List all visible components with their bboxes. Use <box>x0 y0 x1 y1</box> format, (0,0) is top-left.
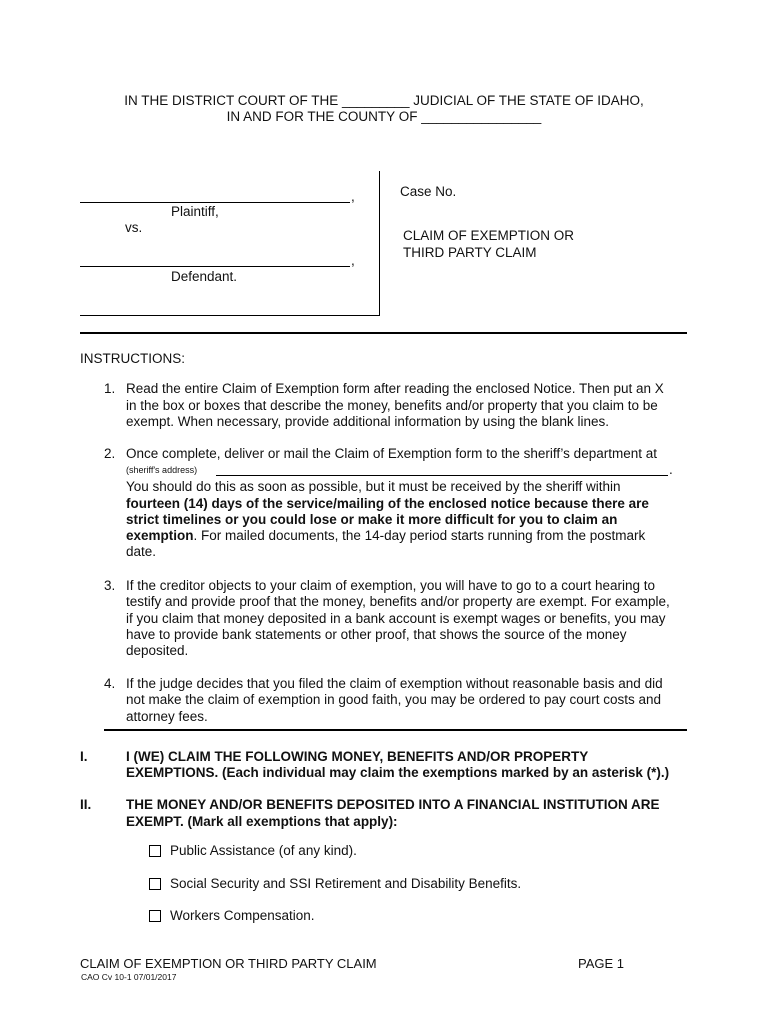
item-text-line <box>126 528 645 545</box>
item-text-line: have to provide bank statements or other proof, that shows the source of the money <box>126 627 627 642</box>
section-1-line1: I (WE) CLAIM THE FOLLOWING MONEY, BENEFITS AND/OR PROPERTY <box>126 749 589 764</box>
item-number: 3. <box>104 578 116 593</box>
checkbox[interactable] <box>149 878 161 890</box>
item-number: 1. <box>104 381 116 396</box>
item-text-line: attorney fees. <box>126 709 208 724</box>
footer-form-code: CAO Cv 10-1 07/01/2017 <box>81 972 177 982</box>
caption-divider-bottom <box>80 315 380 316</box>
plaintiff-name-line[interactable] <box>80 202 350 203</box>
item-text-line: testify and provide proof that the money, benefits and/or property are exempt. For example, <box>126 594 670 609</box>
item-text-line: not make the claim of exemption in good faith, you may be ordered to pay court costs and <box>126 692 662 707</box>
item-text-line-bold: fourteen (14) days of the service/mailing of the enclosed notice because there are <box>126 496 649 511</box>
section-1-line2: EXEMPTIONS. (Each individual may claim the exemptions marked by an asterisk (*).) <box>126 765 670 780</box>
item-text-line: if you claim that money deposited in a bank account is exempt wages or benefits, you may <box>126 611 666 626</box>
sheriff-address-field[interactable] <box>216 462 668 476</box>
section-2-line2: EXEMPT. (Mark all exemptions that apply): <box>126 814 398 829</box>
plaintiff-label: Plaintiff, <box>171 204 219 219</box>
item-number: 4. <box>104 676 116 691</box>
footer-page-number: PAGE 1 <box>578 956 625 971</box>
item-text-line: deposited. <box>126 643 189 658</box>
item-text-line: If the creditor objects to your claim of exemption, you will have to go to a court hearing to <box>126 578 656 593</box>
item-text-rest: . For mailed documents, the 14-day period starts running from the postmark <box>193 528 646 543</box>
item-text-line: Read the entire Claim of Exemption form after reading the enclosed Notice. Then put an X <box>126 381 664 396</box>
sheriff-address-row <box>126 462 686 478</box>
item-text-line: date. <box>126 544 157 559</box>
plaintiff-comma: , <box>351 189 355 204</box>
option-label: Workers Compensation. <box>170 908 315 923</box>
item-text-line: in the box or boxes that describe the money, benefits and/or property that you claim to be <box>126 398 658 413</box>
court-heading-line1: IN THE DISTRICT COURT OF THE _________ JUDICIAL OF THE STATE OF IDAHO, <box>124 93 644 108</box>
item-text-line: exempt. When necessary, provide additional information by using the blank lines. <box>126 414 610 429</box>
defendant-label: Defendant. <box>171 269 238 284</box>
footer-title: CLAIM OF EXEMPTION OR THIRD PARTY CLAIM <box>80 956 377 971</box>
item-text-line: If the judge decides that you filed the claim of exemption without reasonable basis and did <box>126 676 663 691</box>
defendant-name-line[interactable] <box>80 266 350 267</box>
option-label: Public Assistance (of any kind). <box>170 843 357 858</box>
instructions-rule <box>104 729 687 731</box>
court-heading-line2: IN AND FOR THE COUNTY OF ________________ <box>226 109 542 124</box>
section-2-number: II. <box>80 797 92 812</box>
sheriff-address-period: . <box>669 462 673 477</box>
caption-divider-vertical <box>379 171 380 316</box>
item-number: 2. <box>104 446 116 461</box>
form-title-line1: CLAIM OF EXEMPTION OR <box>403 228 575 243</box>
vs-label: vs. <box>125 220 143 235</box>
item-text-line-bold: strict timelines or you could lose or make it more difficult for you to claim an <box>126 512 618 527</box>
case-no-label: Case No. <box>400 184 457 199</box>
option-label: Social Security and SSI Retirement and Disability Benefits. <box>170 876 522 891</box>
checkbox[interactable] <box>149 845 161 857</box>
header-rule <box>80 332 687 334</box>
section-2-line1: THE MONEY AND/OR BENEFITS DEPOSITED INTO A FINANCIAL INSTITUTION ARE <box>126 797 660 812</box>
item-text-bold-word: exemption <box>126 528 194 543</box>
section-1-number: I. <box>80 749 88 764</box>
checkbox[interactable] <box>149 910 161 922</box>
item-text-line: Once complete, deliver or mail the Claim of Exemption form to the sheriff’s department at <box>126 446 657 461</box>
form-title-line2: THIRD PARTY CLAIM <box>403 245 537 260</box>
defendant-comma: , <box>351 253 355 268</box>
instructions-heading: INSTRUCTIONS: <box>80 351 186 366</box>
sheriff-address-label: (sheriff's address) <box>126 465 198 475</box>
item-text-line: You should do this as soon as possible, but it must be received by the sheriff within <box>126 479 621 494</box>
